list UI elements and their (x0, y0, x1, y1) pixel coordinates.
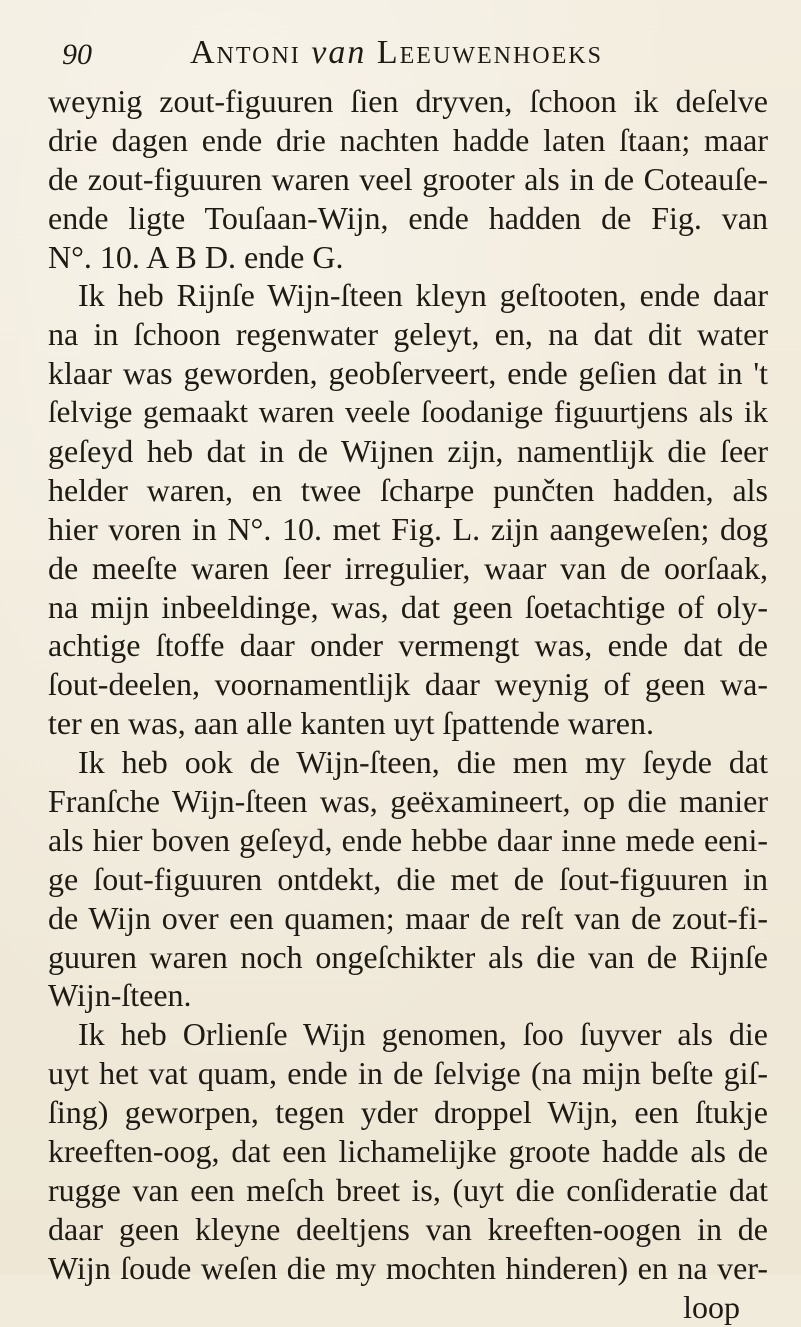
running-title-surname: Leeuwenhoeks (376, 34, 603, 71)
text-line: helder waren, en twee ſcharpe punčten hadden, als (48, 471, 768, 508)
paragraph-start-line: Ik heb ook de Wijn-ſteen, die men my ſeyde dat (78, 744, 768, 781)
paragraph-start-line: Ik heb Rijnſe Wijn-ſteen kleyn geſtooten, ende daar (78, 277, 768, 314)
text-line: ge ſout-figuuren ontdekt, die met de ſout-figuuren in (48, 860, 768, 897)
text-line: Wijn-ſteen. (48, 977, 192, 1014)
text-line: kreeften-oog, dat een lichamelijke groote hadde als de (48, 1133, 768, 1170)
text-line: ende ligte Touſaan-Wijn, ende hadden de Fig. van (48, 199, 768, 236)
catchword: loop (683, 1288, 740, 1325)
text-line: klaar was geworden, geobſerveert, ende geſien dat in 't (48, 355, 768, 392)
text-line: N°. 10. A B D. ende G. (48, 238, 344, 275)
page-number: 90 (62, 38, 92, 71)
text-line: achtige ſtoffe daar onder vermengt was, ende dat de (48, 627, 768, 664)
body-text (48, 82, 768, 1327)
text-line: Franſche Wijn-ſteen was, geëxamineert, op die manier (48, 783, 768, 820)
text-line: na mijn inbeeldinge, was, dat geen ſoetachtige of oly- (48, 588, 768, 625)
text-line: de zout-figuuren waren veel grooter als in de Coteauſe- (48, 160, 768, 197)
text-line: de meeſte waren ſeer irregulier, waar van de oorſaak, (48, 549, 768, 586)
text-line: drie dagen ende drie nachten hadde laten ſtaan; maar (48, 121, 768, 158)
text-line: na in ſchoon regenwater geleyt, en, na dat dit water (48, 316, 768, 353)
running-title (190, 34, 603, 72)
text-line: geſeyd heb dat in de Wijnen zijn, namentlijk die ſeer (48, 433, 768, 470)
text-line: als hier boven geſeyd, ende hebbe daar inne mede eeni- (48, 821, 768, 858)
text-line: daar geen kleyne deeltjens van kreeften-oogen in de (48, 1210, 768, 1247)
text-line: ſout-deelen, voornamentlijk daar weynig of geen wa- (48, 666, 768, 703)
text-line: ſelvige gemaakt waren veele ſoodanige figuurtjens als ik (48, 394, 768, 430)
text-line: rugge van een meſch breet is, (uyt die conſideratie dat (48, 1171, 768, 1208)
text-line: guuren waren noch ongeſchikter als die van de Rijnſe (48, 938, 768, 975)
text-line: hier voren in N°. 10. met Fig. L. zijn aangeweſen; dog (48, 510, 768, 547)
text-line: Wijn ſoude weſen die my mochten hinderen) en na ver- (48, 1249, 768, 1286)
text-line: uyt het vat quam, ende in de ſelvige (na mijn beſte giſ- (48, 1055, 768, 1092)
running-title-van: van (311, 34, 367, 71)
text-line: ſing) geworpen, tegen yder droppel Wijn, een ſtukje (48, 1094, 768, 1131)
running-head (40, 30, 760, 80)
text-line: ter en was, aan alle kanten uyt ſpattende waren. (48, 705, 654, 742)
running-title-name: Antoni (190, 34, 301, 71)
text-line: de Wijn over een quamen; maar de reſt van de zout-fi- (48, 899, 768, 936)
paragraph-start-line: Ik heb Orlienſe Wijn genomen, ſoo ſuyver als die (78, 1016, 768, 1053)
text-line: weynig zout-figuuren ſien dryven, ſchoon ik deſelve (48, 83, 768, 119)
